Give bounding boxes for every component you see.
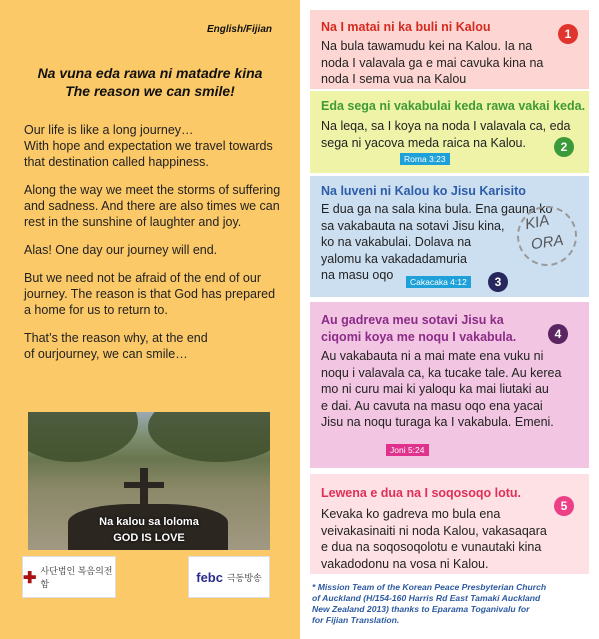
right-panel [300, 0, 599, 639]
step-3-section [310, 176, 589, 297]
stamp-word-2: ORA [529, 231, 565, 254]
intro-paragraph-5: That’s the reason why, at the end of ourjourney, we can smile… [24, 331, 208, 361]
language-label: English/Fijian [206, 24, 272, 35]
step-5-section [310, 474, 589, 574]
cross-shadow-horizontal [124, 482, 164, 488]
step-4-text: Au vakabauta ni a mai mate ena vuku ni noqu i valavala ca, ka tucake tale. Au kerea mo ni curu mai ki yaloqu ka mai liutaki au e dai. Au cavuta na masu oqo ena yacai Jisu na noqu turaga ka I vakabula. Emeni. [321, 349, 562, 429]
step-4-reference: Joni 5:24 [386, 444, 429, 456]
step-4-badge: 4 [548, 324, 568, 344]
intro-text [24, 122, 300, 374]
headline-fijian: Na vuna eda rawa ni matadre kina [37, 65, 263, 81]
step-3-title: Na luveni ni Kalou ko Jisu Karisito [321, 184, 526, 198]
mission-logo-mark: ✚ [23, 567, 37, 587]
mission-logo [22, 556, 116, 598]
step-2-text: Na leqa, sa I koya na noda I valavala ca, eda sega ni yacova meda raica na Kalou. [321, 119, 571, 150]
step-3-badge: 3 [488, 272, 508, 292]
headline-english: The reason we can smile! [65, 83, 235, 99]
intro-paragraph-2: Along the way we meet the storms of suffering and sadness. And there are also times we can rest in the sunshine of laughter and joy. [24, 183, 281, 229]
kia-ora-stamp [517, 206, 577, 270]
mission-logo-text: 사단법인 복음의전함 [40, 566, 113, 589]
photo-caption-english: GOD IS LOVE [113, 532, 185, 544]
radio-logo-mark: febc [196, 569, 223, 585]
step-1-title: Na I matai ni ka buli ni Kalou [321, 20, 491, 34]
radio-logo [188, 556, 270, 598]
step-1-badge: 1 [558, 24, 578, 44]
intro-paragraph-1: Our life is like a long journey… With hope and expectation we travel towards that destination called happiness. [24, 123, 273, 169]
step-5-text: Kevaka ko gadreva mo bula ena veivakasinaiti ni noda Kalou, vakasaqara e dua na soqosoqolotu e vunautaki kina vakadodonu na vosa ni Kalou. [321, 507, 547, 571]
step-1-text: Na bula tawamudu kei na Kalou. Ia na noda I valavala ga e mai cavuka kina na noda I sema vua na Kalou [321, 39, 544, 86]
intro-paragraph-3: Alas! One day our journey will end. [24, 243, 218, 257]
cross-shadow-photo [28, 412, 270, 550]
step-2-title: Eda sega ni vakabulai keda rawa vakai keda. [321, 99, 586, 113]
photo-caption-fijian: Na kalou sa loloma [99, 516, 199, 528]
step-5-badge: 5 [554, 496, 574, 516]
radio-logo-text: 극동방송 [226, 572, 262, 583]
step-2-reference: Roma 3:23 [400, 153, 450, 165]
step-3-reference: Cakacaka 4:12 [406, 276, 471, 288]
stamp-word-1: KIA [523, 211, 551, 234]
step-4-title: Au gadreva meu sotavi Jisu ka ciqomi koya me noqu I vakabula. [321, 313, 517, 344]
step-4-section [310, 302, 589, 468]
step-5-title: Lewena e dua na I soqosoqo lotu. [321, 486, 522, 500]
intro-paragraph-4: But we need not be afraid of the end of our journey. The reason is that God has prepared a home for us to return to. [24, 271, 276, 317]
tree-foliage-left [28, 412, 138, 462]
footnote: * Mission Team of the Korean Peace Presbyterian Church of Auckland (H/154-160 Harris Rd East Tamaki Auckland New Zealand 2013) thanks to Eparama Toganivalu for for Fijian Translation. [312, 582, 547, 625]
tree-foliage-right [148, 412, 270, 462]
step-2-badge: 2 [554, 137, 574, 157]
step-1-section [310, 10, 589, 89]
headline [0, 64, 300, 100]
step-3-text: E dua ga na sala kina bula. Ena gauna ko sa vakabauta na sotavi Jisu kina, ko na vakabulai. Dolava na yalomu ka vakadadamuria na masu oqo [321, 202, 553, 282]
step-2-section [310, 91, 589, 173]
